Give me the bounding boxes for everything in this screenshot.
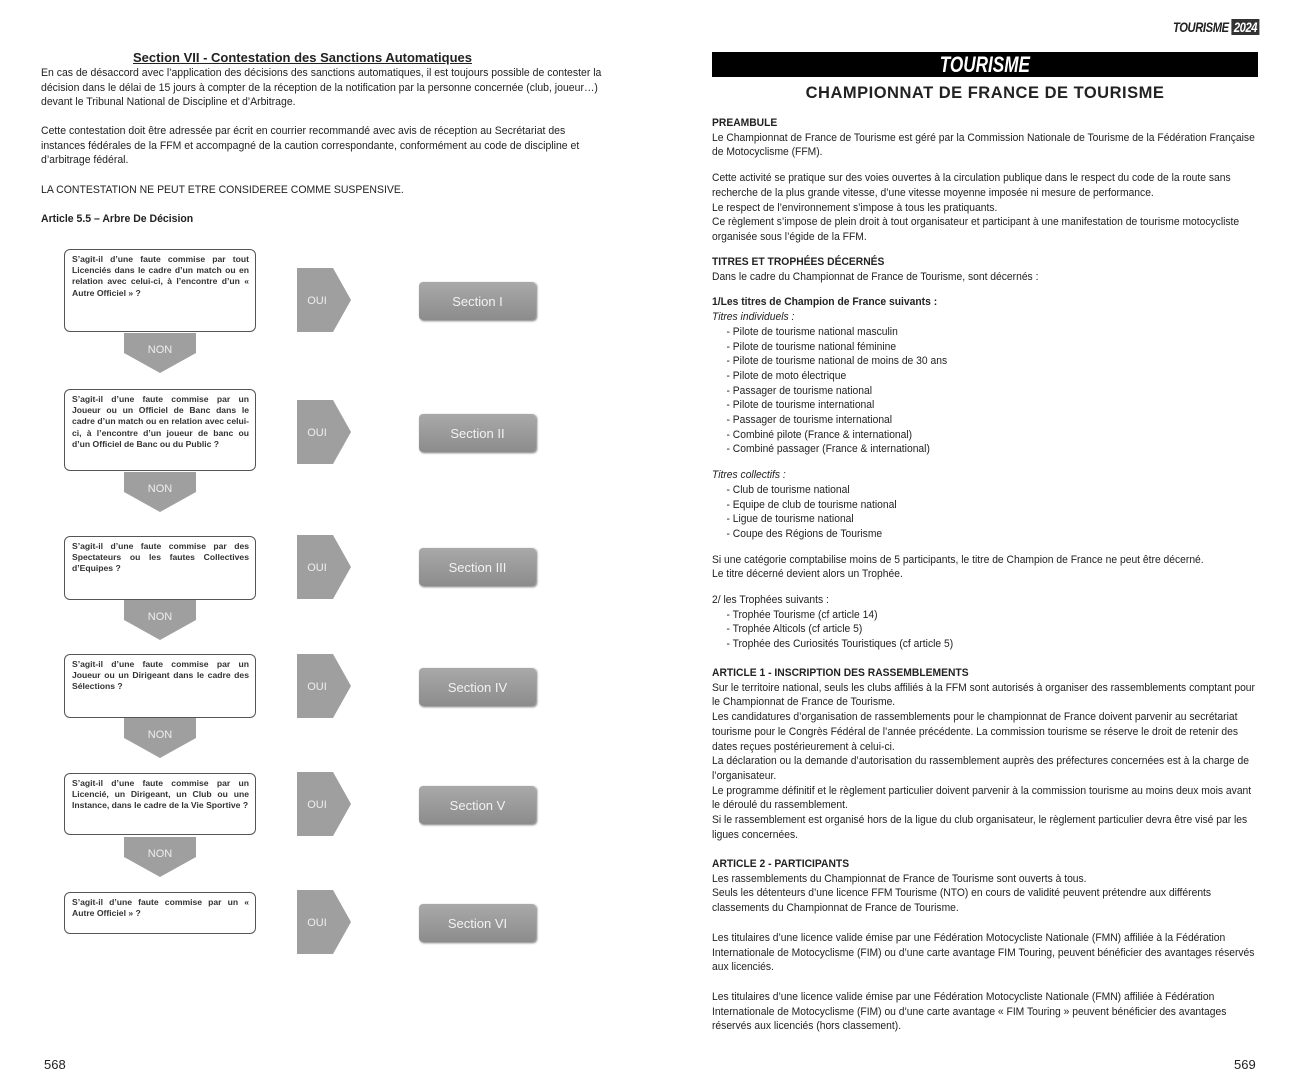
list-item: - Passager de tourisme international xyxy=(726,414,893,427)
preambule-p3: Le respect de l’environnement s’impose à tous les pratiquants. xyxy=(712,201,998,214)
svg-text:OUI: OUI xyxy=(307,562,327,574)
svg-text:NON: NON xyxy=(147,483,173,495)
article2-p2: Seuls les détenteurs d’une licence FFM Tourisme (NTO) en cours de validité peuvent prétendre aux différents classements du Championnat de France de Tourisme. xyxy=(712,887,1212,915)
titres-section xyxy=(712,255,1255,652)
preambule-p2: Cette activité se pratique sur des voies ouvertes à la circulation publique dans le respect du code de la route sans recherche de la plus grande vitesse, d’une vitesse moyenne imposée ni mesure de performance. xyxy=(712,172,1231,199)
svg-text:NON: NON xyxy=(147,848,173,860)
list-item: - Combiné pilote (France & international) xyxy=(726,428,913,441)
list-item: - Trophée des Curiosités Touristiques (cf article 5) xyxy=(726,638,954,651)
question-box-2: S’agit-il d’une faute commise par un Joueur ou un Officiel de Banc dans le cadre d’un match ou en relation avec celui-ci, à l’encontre d’un joueur de banc ou d’un Officiel de Banc ou du Public ? xyxy=(64,389,256,471)
no-arrow-3 xyxy=(124,600,196,640)
list-item: - Club de tourisme national xyxy=(726,483,850,496)
right-page xyxy=(650,0,1300,1092)
question-box-3: S’agit-il d’une faute commise par des Spectateurs ou les fautes Collectives d’Equipes ? xyxy=(64,536,256,600)
article2-p1: Les rassemblements du Championnat de France de Tourisme sont ouverts à tous. xyxy=(712,872,1087,885)
section-iii-button[interactable]: Section III xyxy=(419,548,536,586)
list-item: - Equipe de club de tourisme national xyxy=(726,498,897,511)
svg-text:OUI: OUI xyxy=(307,295,327,307)
contestation-paragraph-2: Cette contestation doit être adressée par écrit en courrier recommandé avec avis de réception au Secrétariat des instances fédérales de la FFM et accompagné de la caution correspondante, conformément au code de discipline et d’arbitrage fédéral. xyxy=(41,125,580,167)
collectifs-label: Titres collectifs : xyxy=(712,469,786,482)
list-item: - Trophée Tourisme (cf article 14) xyxy=(726,608,878,621)
header-year: 2024 xyxy=(1231,19,1259,35)
preambule-section xyxy=(712,116,1255,245)
article1-p3: La déclaration ou la demande d’autorisation du rassemblement auprès des préfectures concernées est à la charge de l’organisateur. xyxy=(712,755,1249,782)
svg-text:OUI: OUI xyxy=(307,799,327,811)
list-item: - Coupe des Régions de Tourisme xyxy=(726,527,883,540)
yes-arrow-3 xyxy=(297,535,351,599)
svg-text:NON: NON xyxy=(147,344,173,356)
contestation-paragraph-3: LA CONTESTATION NE PEUT ETRE CONSIDEREE COMME SUSPENSIVE. xyxy=(41,184,404,196)
yes-arrow-6 xyxy=(297,890,351,954)
list-item: - Pilote de moto électrique xyxy=(726,369,847,382)
header-tag-text: TOURISME xyxy=(1173,19,1229,35)
section-vi-button[interactable]: Section VI xyxy=(419,904,536,942)
article1-section xyxy=(712,666,1255,842)
list-item: - Trophée Alticols (cf article 5) xyxy=(726,623,863,636)
question-box-4: S’agit-il d’une faute commise par un Joueur ou un Dirigeant dans le cadre des Sélections ? xyxy=(64,654,256,718)
article-title: Article 5.5 – Arbre De Décision xyxy=(41,213,194,225)
no-arrow-4 xyxy=(124,718,196,758)
page-title: TOURISME xyxy=(939,52,1031,77)
title-bar xyxy=(712,52,1258,77)
section-ii-button[interactable]: Section II xyxy=(419,414,536,452)
svg-text:NON: NON xyxy=(147,729,173,741)
section-title: Section VII - Contestation des Sanctions Automatiques xyxy=(133,50,473,65)
section-v-button[interactable]: Section V xyxy=(419,786,536,824)
article1-p4: Le programme définitif et le règlement particulier doivent parvenir à la commission tourisme au moins deux mois avant le déroulé du rassemblement. xyxy=(712,784,1252,812)
question-box-5: S’agit-il d’une faute commise par un Licencié, un Dirigeant, un Club ou une Instance, dans le cadre de la Vie Sportive ? xyxy=(64,773,256,835)
question-box-1: S’agit-il d’une faute commise par tout Licenciés dans le cadre d’un match ou en relation avec celui-ci, à l’encontre d’un « Autre Officiel » ? xyxy=(64,249,256,332)
preambule-p1: Le Championnat de France de Tourisme est géré par la Commission Nationale de Tourisme de la Fédération Française de Motocyclisme (FFM). xyxy=(712,131,1255,159)
preambule-p4: Ce règlement s’impose de plein droit à tout organisateur et participant à une manifestation de tourisme motocycliste organisée sous l’égide de la FFM. xyxy=(712,216,1240,243)
article1-p2: Les candidatures d’organisation de rassemblements pour le championnat de France doivent parvenir au secrétariat tourisme pour le Congrès Fédéral de l’année précédente. La commission tourisme se réserve le droit de retenir des dates reçues postérieurement à celui-ci. xyxy=(712,711,1239,753)
page-number-right: 569 xyxy=(1234,1057,1256,1072)
individuels-list xyxy=(712,325,1255,457)
individuels-label: Titres individuels : xyxy=(712,311,795,324)
svg-text:OUI: OUI xyxy=(307,681,327,693)
svg-text:OUI: OUI xyxy=(307,427,327,439)
yes-arrow-1 xyxy=(297,268,351,332)
list-item: - Pilote de tourisme national de moins de 30 ans xyxy=(726,355,948,368)
titres-note2: Le titre décerné devient alors un Trophée. xyxy=(712,568,903,581)
article1-heading: ARTICLE 1 - INSCRIPTION DES RASSEMBLEMENTS xyxy=(712,667,969,679)
collectifs-list xyxy=(712,483,1255,542)
page-number-left: 568 xyxy=(44,1057,66,1072)
article1-p5: Si le rassemblement est organisé hors de la ligue du club organisateur, le règlement particulier devra être visé par les ligues concernées. xyxy=(712,814,1248,841)
titres-sub1: 1/Les titres de Champion de France suivants : xyxy=(712,296,938,309)
list-item: - Pilote de tourisme international xyxy=(726,399,875,412)
running-header xyxy=(1173,19,1260,35)
article2-p3: Les titulaires d’une licence valide émise par une Fédération Motocycliste Nationale (FMN) affiliée à la Fédération Internationale de Motocyclisme (FIM) ou d’une carte avantage FIM Touring, peuvent bénéficier des avantages réservés aux licenciés. xyxy=(712,931,1255,974)
contestation-paragraph-1: En cas de désaccord avec l’application des décisions des sanctions automatiques, il est toujours possible de contester la décision dans le délai de 15 jours à compter de la réception de la notification par la personne concernée (club, joueur…) devant le Tribunal National de Discipline et d’Arbitrage. xyxy=(41,67,602,109)
yes-arrow-4 xyxy=(297,654,351,718)
article2-p4: Les titulaires d’une licence valide émise par une Fédération Motocycliste Nationale (FMN) affiliée à Fédération Internationale de Motocyclisme (FIM) ou d’une carte avantage « FIM Touring » peuvent bénéficier des avantages réservés aux licenciés (hors classement). xyxy=(712,990,1227,1033)
no-arrow-5 xyxy=(124,837,196,877)
titres-heading: TITRES ET TROPHÉES DÉCERNÉS xyxy=(712,256,885,268)
preambule-heading: PREAMBULE xyxy=(712,117,778,129)
list-item: - Pilote de tourisme national féminine xyxy=(726,340,897,353)
titres-sub2: 2/ les Trophées suivants : xyxy=(712,594,829,607)
titres-note1: Si une catégorie comptabilise moins de 5 participants, le titre de Champion de France ne peut être décerné. xyxy=(712,553,1204,566)
list-item: - Pilote de tourisme national masculin xyxy=(726,325,898,338)
trophees-list xyxy=(712,608,1255,652)
list-item: - Passager de tourisme national xyxy=(726,384,873,397)
titres-intro: Dans le cadre du Championnat de France de Tourisme, sont décernés : xyxy=(712,270,1039,283)
yes-arrow-5 xyxy=(297,772,351,836)
no-arrow-2 xyxy=(124,472,196,512)
yes-arrow-2 xyxy=(297,400,351,464)
article2-heading: ARTICLE 2 - PARTICIPANTS xyxy=(712,858,850,870)
svg-text:NON: NON xyxy=(147,611,173,623)
article1-p1: Sur le territoire national, seuls les clubs affiliés à la FFM sont autorisés à organiser des rassemblements comptant pour le Championnat de France de Tourisme. xyxy=(712,681,1255,709)
no-arrow-1 xyxy=(124,333,196,373)
section-iv-button[interactable]: Section IV xyxy=(419,668,536,706)
question-box-6: S’agit-il d’une faute commise par un « Autre Officiel » ? xyxy=(64,892,256,934)
list-item: - Combiné passager (France & international) xyxy=(726,443,930,456)
article2-section xyxy=(712,857,1255,1034)
svg-text:OUI: OUI xyxy=(307,917,327,929)
page-subtitle: CHAMPIONNAT DE FRANCE DE TOURISME xyxy=(805,84,1165,102)
section-i-button[interactable]: Section I xyxy=(419,282,536,320)
list-item: - Ligue de tourisme national xyxy=(726,513,854,526)
